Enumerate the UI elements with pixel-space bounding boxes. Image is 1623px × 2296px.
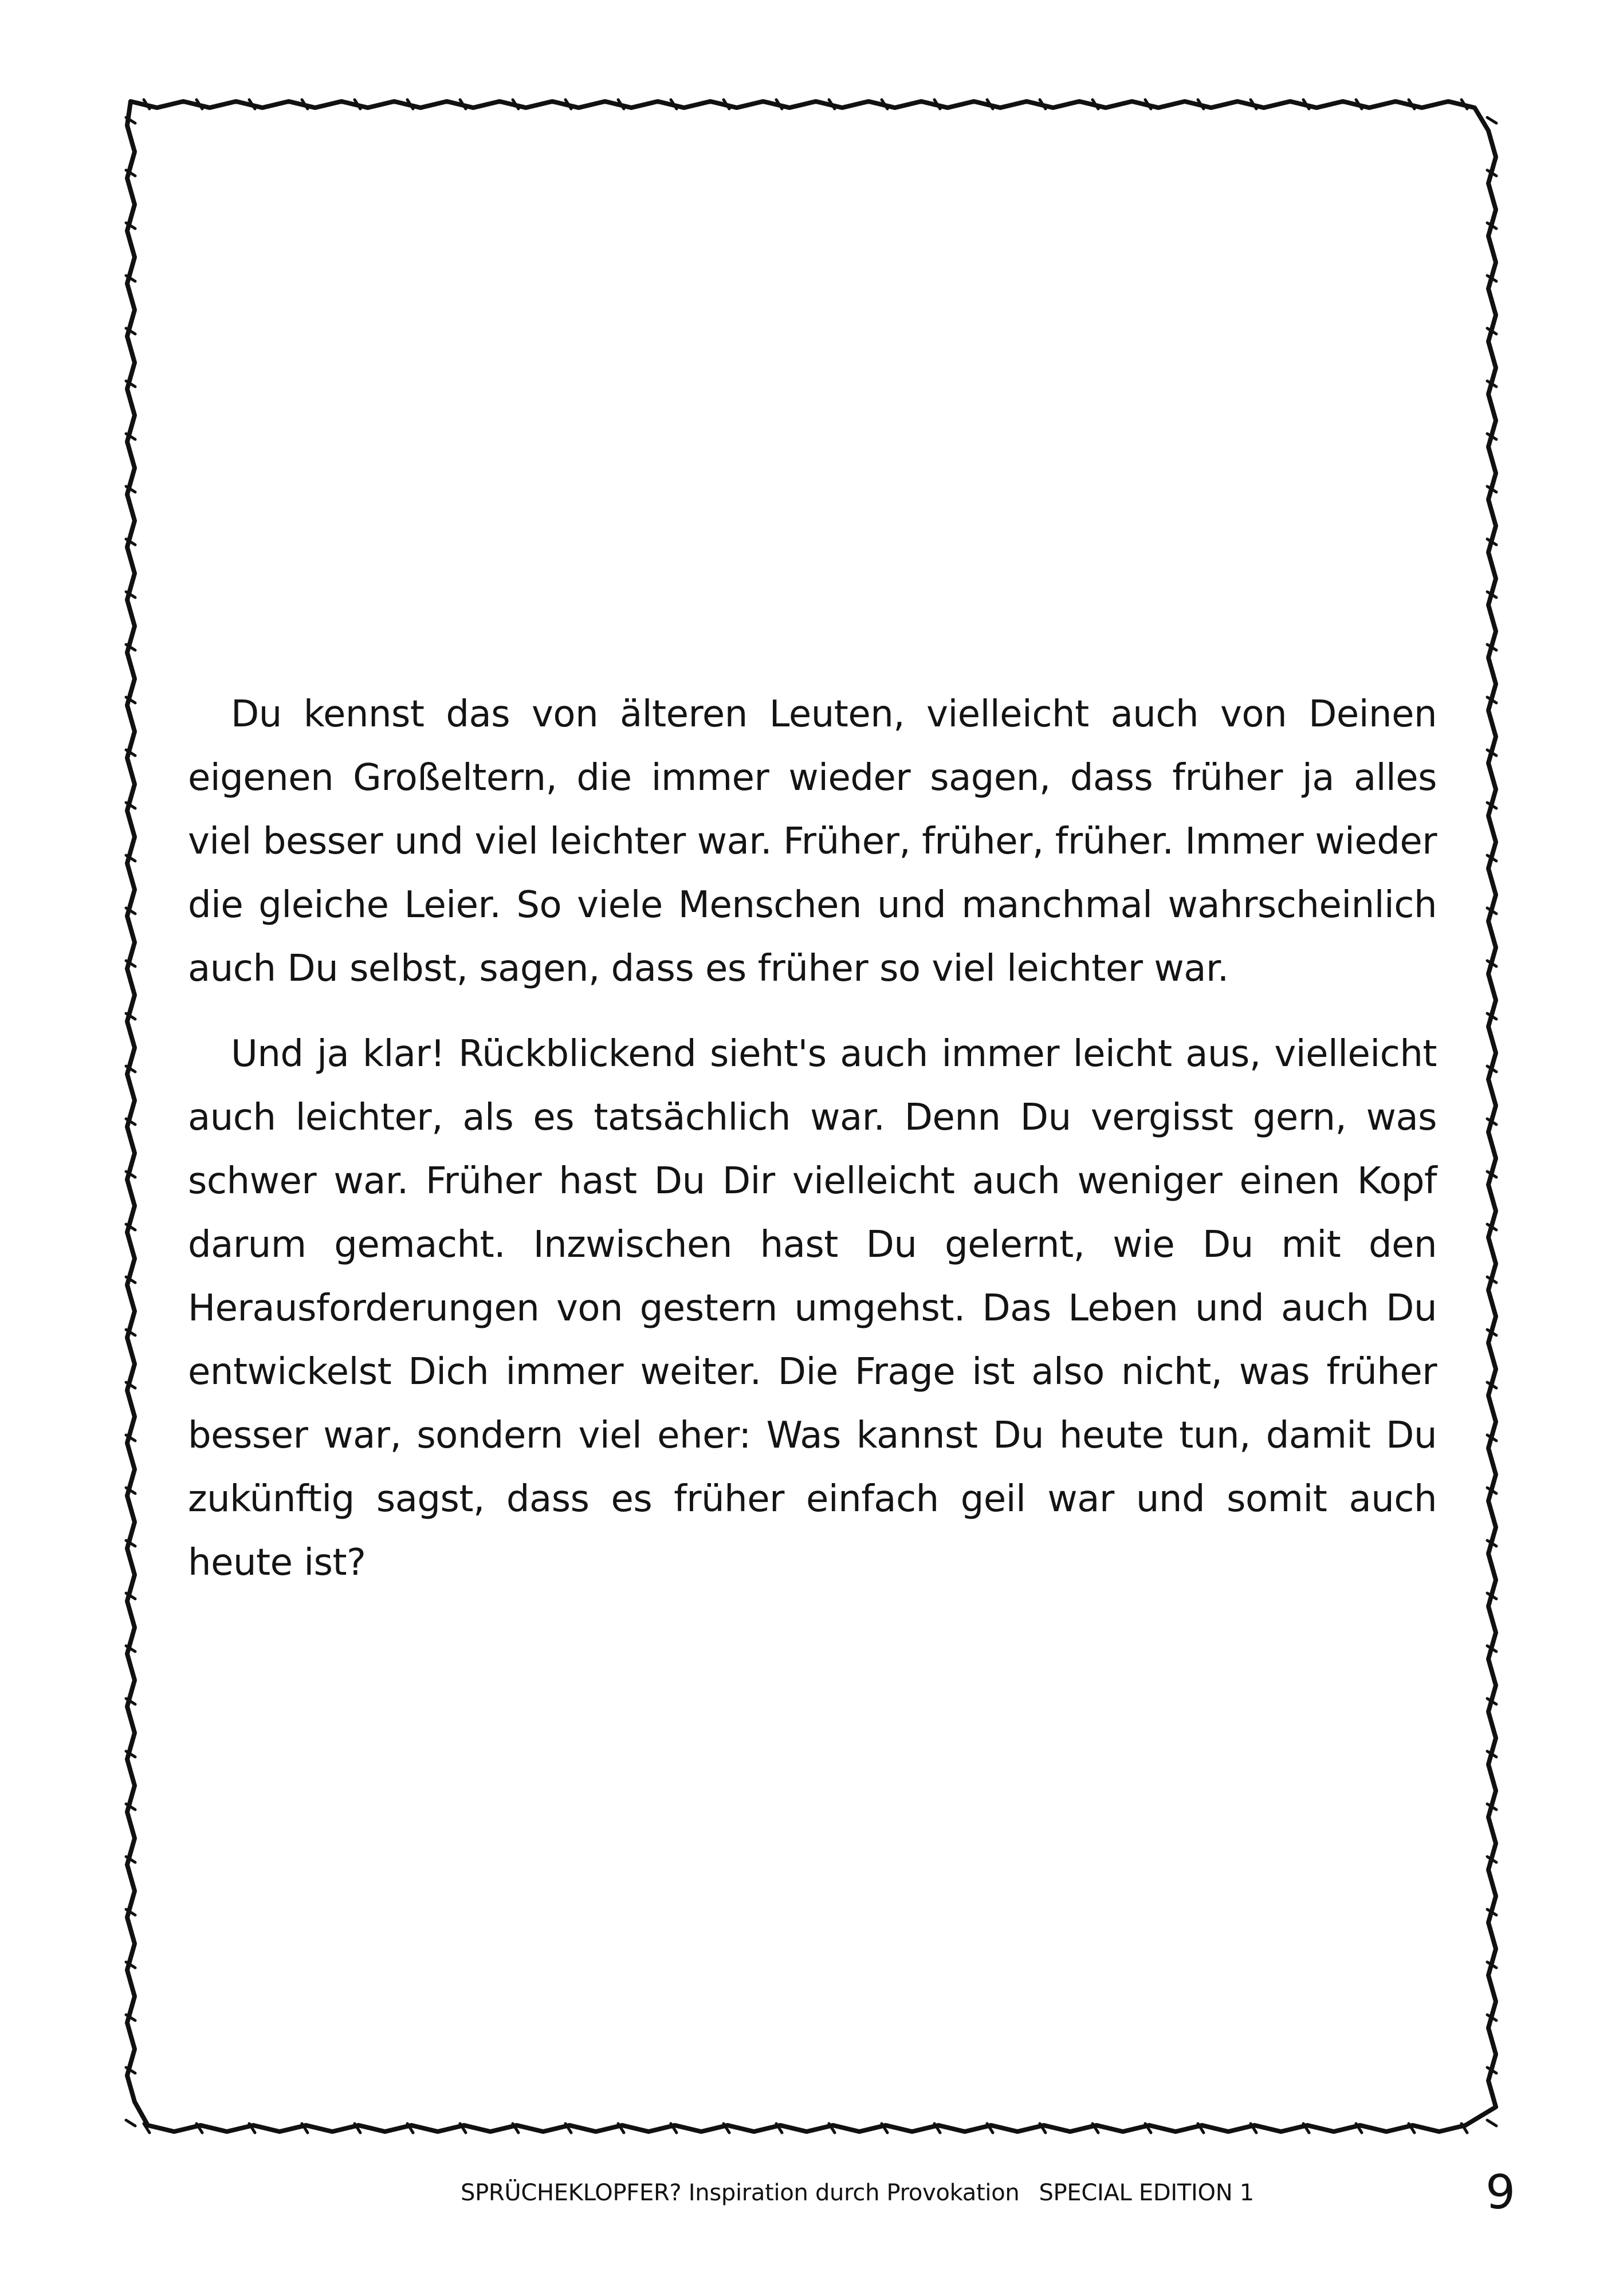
paragraph-1: Du kennst das von älteren Leuten, vielleicht auch von Deinen eigenen Großeltern, die immer wieder sagen, dass früher ja alles viel besser und viel leichter war. Früher, früher, früher. Immer wieder die gleiche Leier. So viele Menschen und manchmal wahrscheinlich auch Du selbst, sagen, dass es früher so viel leichter war. — [188, 693, 1437, 990]
footer-edition: SPECIAL EDITION 1 — [1039, 2180, 1254, 2206]
page-number: 9 — [1486, 2165, 1516, 2220]
border-tick — [126, 2120, 135, 2126]
paragraph-2: Und ja klar! Rückblickend sieht's auch immer leicht aus, vielleicht auch leichter, als es tatsächlich war. Denn Du vergisst gern, was schwer war. Früher hast Du Dir vielleicht auch weniger einen Kopf darum gemacht. Inzwischen hast Du gelernt, wie Du mit den Herausforderungen von gestern umgehst. Das Leben und auch Du entwickelst Dich immer weiter. Die Frage ist also nicht, was früher besser war, sondern viel eher: Was kannst Du heute tun, damit Du zukünftig sagst, dass es früher einfach geil war und somit auch heute ist? — [188, 1033, 1437, 1584]
footer-title: SPRÜCHEKLOPFER? Inspiration durch Provokation — [461, 2180, 1020, 2206]
footer — [461, 2180, 1254, 2206]
body-text — [188, 683, 1437, 1595]
border-tick — [1487, 2120, 1496, 2126]
border-tick — [1487, 117, 1496, 123]
